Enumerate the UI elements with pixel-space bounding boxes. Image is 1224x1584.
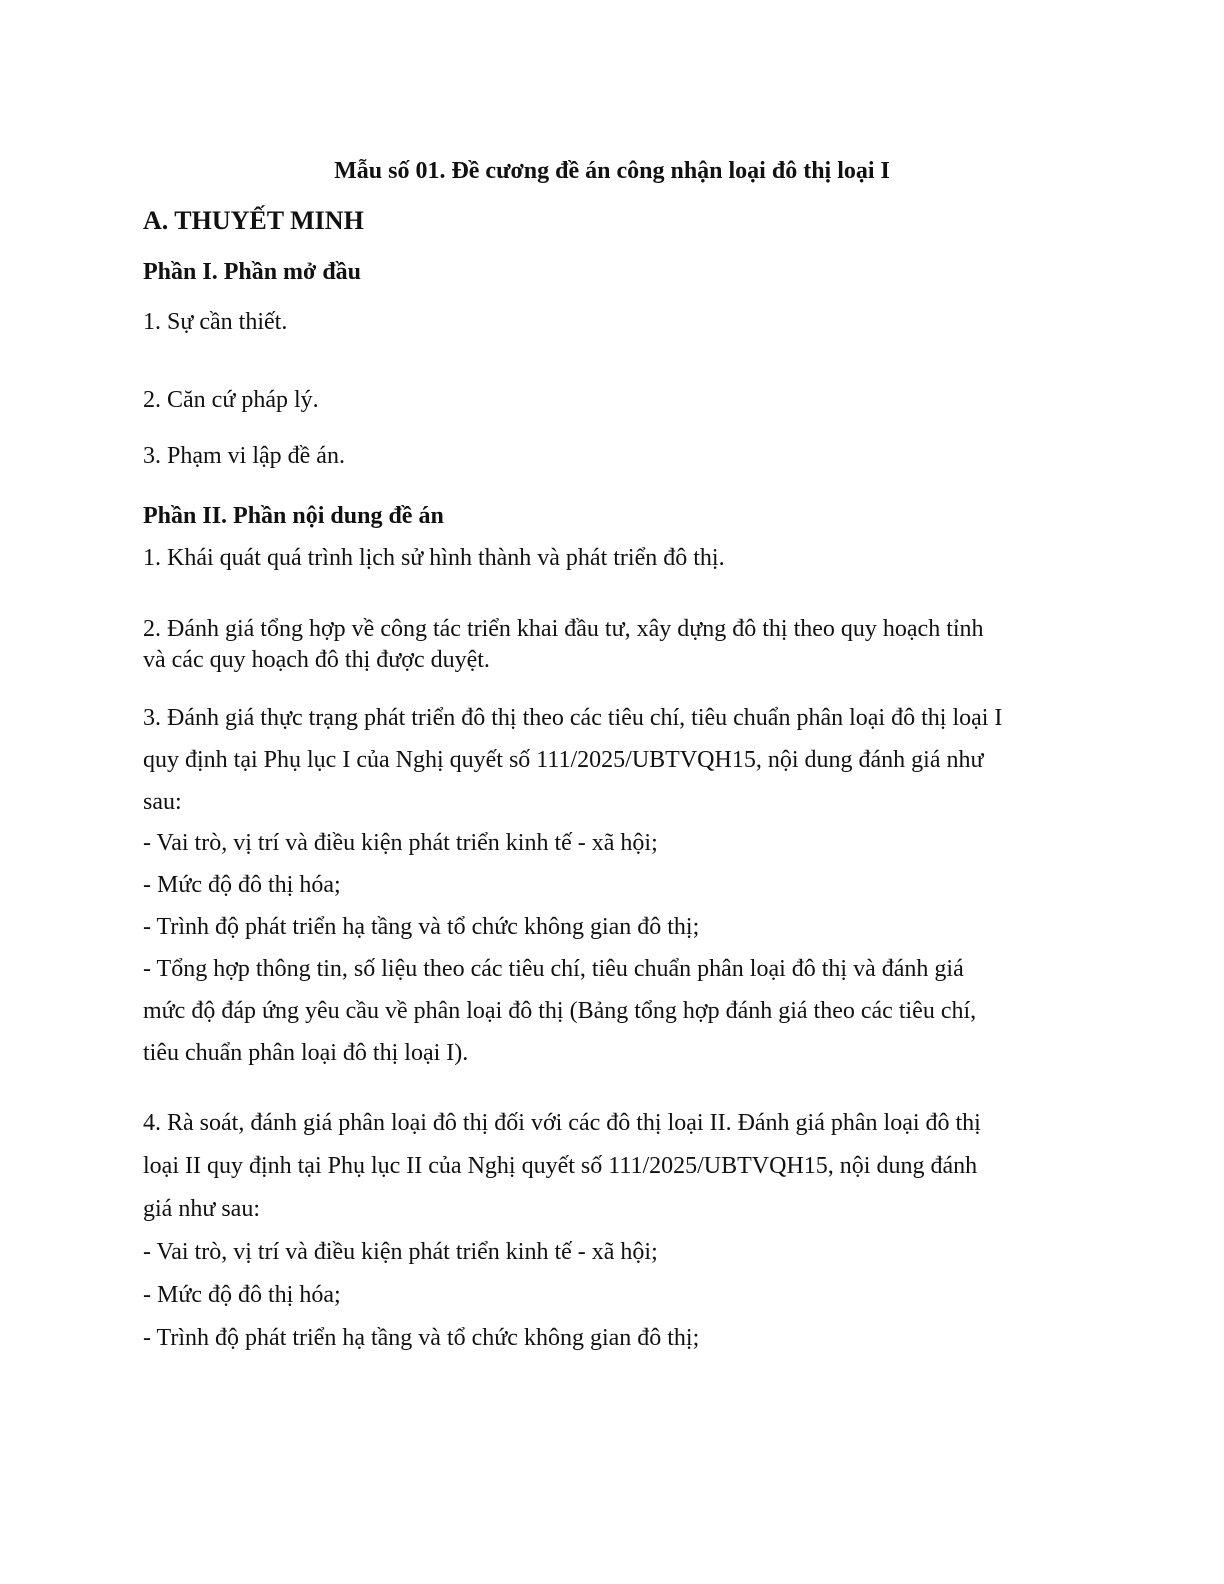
part2-item-4-bullet-1: - Vai trò, vị trí và điều kiện phát triển kinh tế - xã hội; bbox=[143, 1239, 658, 1265]
part2-item-4-bullet-2: - Mức độ đô thị hóa; bbox=[143, 1282, 341, 1308]
part2-item-1: 1. Khái quát quá trình lịch sử hình thành và phát triển đô thị. bbox=[143, 545, 725, 571]
part2-item-3-line-3: sau: bbox=[143, 789, 182, 815]
part2-item-3-bullet-2: - Mức độ đô thị hóa; bbox=[143, 872, 341, 898]
part2-item-2-line-2: và các quy hoạch đô thị được duyệt. bbox=[143, 647, 490, 673]
part1-item-3: 3. Phạm vi lập đề án. bbox=[143, 443, 345, 469]
part2-heading: Phần II. Phần nội dung đề án bbox=[143, 503, 444, 529]
part2-item-4-line-3: giá như sau: bbox=[143, 1196, 260, 1222]
part2-item-3-line-2: quy định tại Phụ lục I của Nghị quyết số 111/2025/UBTVQH15, nội dung đánh giá như bbox=[143, 747, 984, 773]
part2-item-3-bullet-4-line-2: mức độ đáp ứng yêu cầu về phân loại đô thị (Bảng tổng hợp đánh giá theo các tiêu chí, bbox=[143, 998, 977, 1024]
section-a-heading: A. THUYẾT MINH bbox=[143, 206, 364, 235]
part2-item-4-line-2: loại II quy định tại Phụ lục II của Nghị quyết số 111/2025/UBTVQH15, nội dung đánh bbox=[143, 1153, 978, 1179]
part2-item-3-bullet-4-line-3: tiêu chuẩn phân loại đô thị loại I). bbox=[143, 1040, 469, 1066]
part1-item-2: 2. Căn cứ pháp lý. bbox=[143, 387, 319, 413]
part1-item-1: 1. Sự cần thiết. bbox=[143, 309, 288, 335]
part2-item-4-bullet-3: - Trình độ phát triển hạ tầng và tổ chức không gian đô thị; bbox=[143, 1325, 700, 1351]
document-title: Mẫu số 01. Đề cương đề án công nhận loại đô thị loại I bbox=[334, 158, 890, 184]
part1-heading: Phần I. Phần mở đầu bbox=[143, 259, 362, 285]
part2-item-3-line-1: 3. Đánh giá thực trạng phát triển đô thị theo các tiêu chí, tiêu chuẩn phân loại đô thị loại I bbox=[143, 705, 1003, 731]
part2-item-2-line-1: 2. Đánh giá tổng hợp về công tác triển khai đầu tư, xây dựng đô thị theo quy hoạch tỉnh bbox=[143, 616, 984, 642]
part2-item-3-bullet-1: - Vai trò, vị trí và điều kiện phát triển kinh tế - xã hội; bbox=[143, 830, 658, 856]
part2-item-4-line-1: 4. Rà soát, đánh giá phân loại đô thị đối với các đô thị loại II. Đánh giá phân loại đô thị bbox=[143, 1110, 981, 1136]
part2-item-3-bullet-4-line-1: - Tổng hợp thông tin, số liệu theo các tiêu chí, tiêu chuẩn phân loại đô thị và đánh giá bbox=[143, 956, 964, 982]
part2-item-3-bullet-3: - Trình độ phát triển hạ tầng và tổ chức không gian đô thị; bbox=[143, 914, 700, 940]
